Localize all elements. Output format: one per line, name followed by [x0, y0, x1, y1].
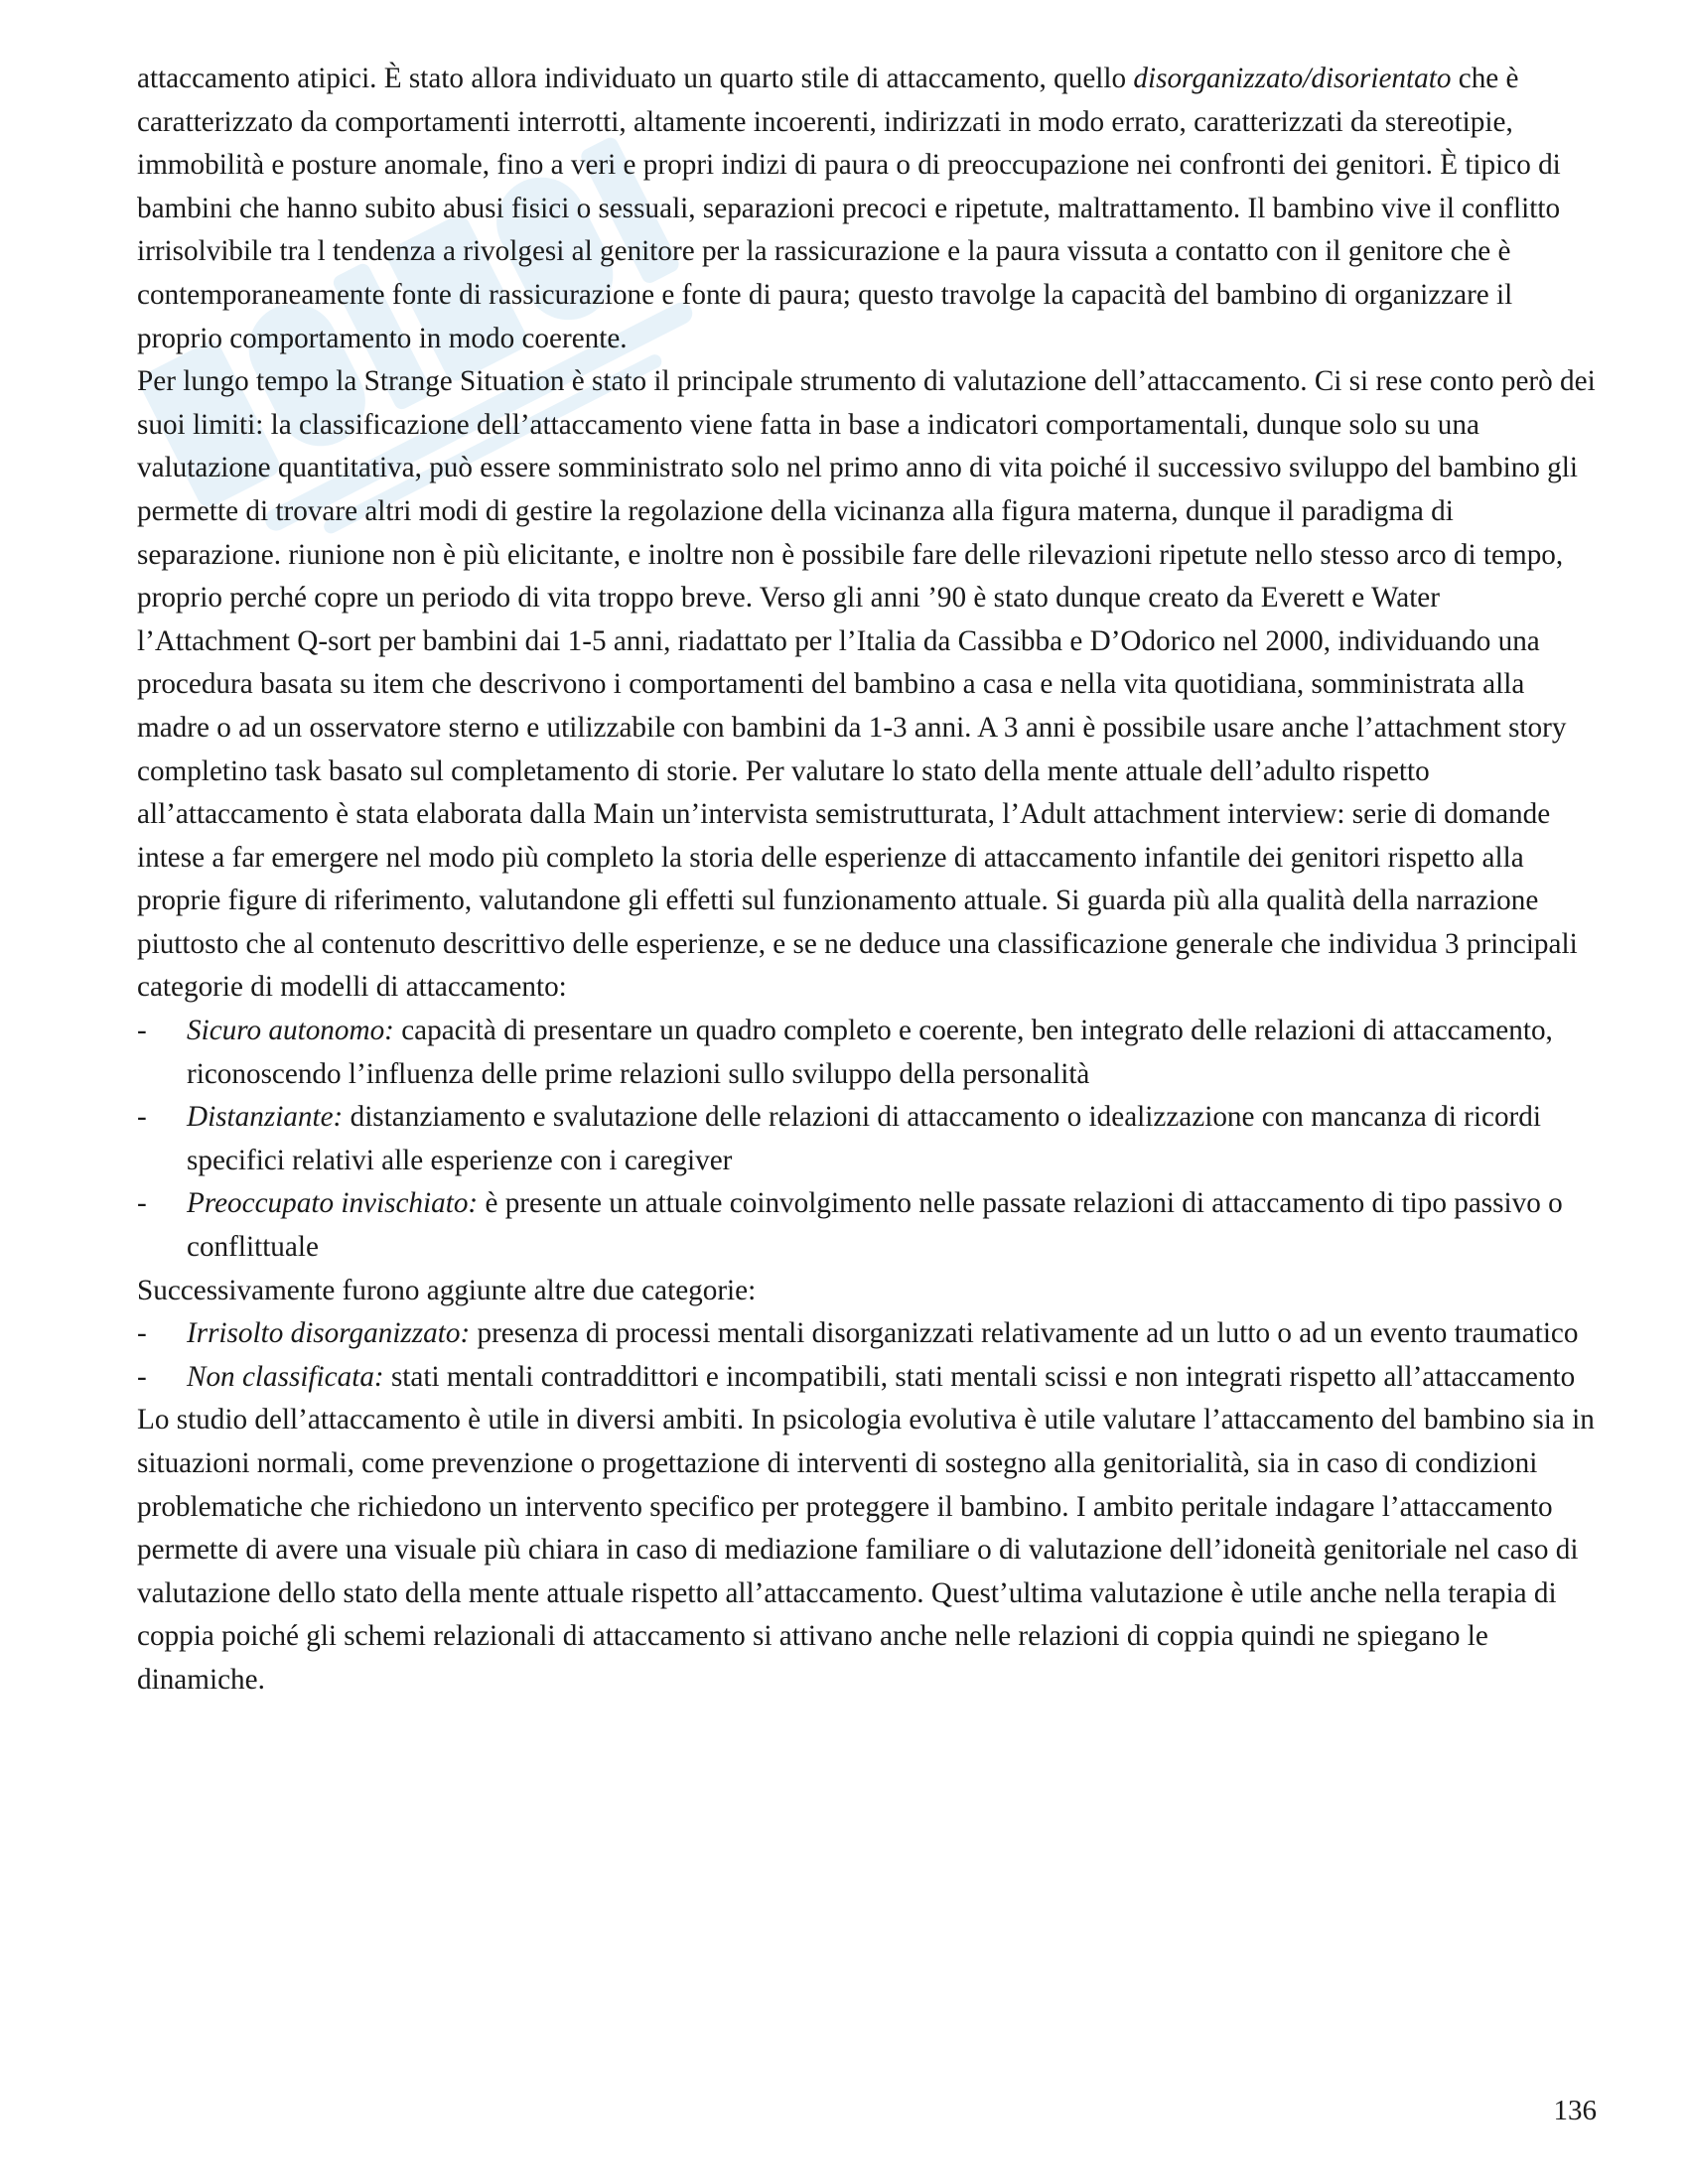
list-bullet: -: [137, 1317, 147, 1350]
category-term: Distanziante:: [187, 1101, 344, 1134]
page-number: 136: [1553, 2095, 1597, 2126]
list-item: [137, 1356, 1597, 1400]
paragraph: [137, 1399, 1597, 1702]
paragraph: [137, 1270, 1597, 1313]
text-run: attaccamento atipici. È stato allora individuato un quarto stile di attaccamento, quello: [137, 63, 1134, 94]
paragraph: [137, 58, 1597, 360]
list-item: [137, 1182, 1597, 1269]
document-body: [137, 58, 1597, 1703]
text-run: distanziamento e svalutazione delle relazioni di attaccamento o idealizzazione con mancanza di ricordi specifici relativi alle esperienze con i caregiver: [187, 1101, 1541, 1176]
list-bullet: -: [137, 1101, 147, 1134]
text-run: Successivamente furono aggiunte altre due categorie:: [137, 1274, 757, 1306]
text-run: che è caratterizzato da comportamenti interrotti, altamente incoerenti, indirizzati in modo errato, caratterizzati da stereotipie, immobilità e posture anomale, fino a veri e propri indizi di paura o di preoccupazione nei confronti dei genitori. È tipico di bambini che hanno subito abusi fisici o sessuali, separazioni precoci e ripetute, maltrattamento. Il bambino vive il conflitto irrisolvibile tra l tendenza a rivolgesi al genitore per la rassicurazione e la paura vissuta a contatto con il genitore che è contemporaneamente fonte di rassicurazione e fonte di paura; questo travolge la capacità del bambino di organizzare il proprio comportamento in modo coerente.: [137, 63, 1561, 354]
list-bullet: -: [137, 1360, 147, 1393]
category-term: Non classificata:: [187, 1360, 384, 1393]
list-item: [137, 1096, 1597, 1182]
text-run: Lo studio dell’attaccamento è utile in diversi ambiti. In psicologia evolutiva è utile valutare l’attaccamento del bambino sia in situazioni normali, come prevenzione o progettazione di interventi di sostegno alla genitorialità, sia in caso di condizioni problematiche che richiedono un intervento specifico per proteggere il bambino. I ambito peritale indagare l’attaccamento permette di avere una visuale più chiara in caso di mediazione familiare o di valutazione dell’idoneità genitoriale nel caso di valutazione dello stato della mente attuale rispetto all’attaccamento. Quest’ultima valutazione è utile anche nella terapia di coppia poiché gli schemi relazionali di attaccamento si attivano anche nelle relazioni di coppia quindi ne spiegano le dinamiche.: [137, 1404, 1595, 1696]
text-run: Per lungo tempo la Strange Situation è stato il principale strumento di valutazione dell’attaccamento. Ci si rese conto però dei suoi limiti: la classificazione dell’attaccamento viene fatta in base a indicatori comportamentali, dunque solo su una valutazione quantitativa, può essere somministrato solo nel primo anno di vita poiché il successivo sviluppo del bambino gli permette di trovare altri modi di gestire la regolazione della vicinanza alla figura materna, dunque il paradigma di separazione. riunione non è più elicitante, e inoltre non è possibile fare delle rilevazioni ripetute nello stesso arco di tempo, proprio perché copre un periodo di vita troppo breve. Verso gli anni ’90 è stato dunque creato da Everett e Water l’Attachment Q-sort per bambini dai 1-5 anni, riadattato per l’Italia da Cassibba e D’Odorico nel 2000, individuando una procedura basata su item che descrivono i comportamenti del bambino a casa e nella vita quotidiana, somministrata alla madre o ad un osservatore sterno e utilizzabile con bambini da 1-3 anni. A 3 anni è possibile usare anche l’attachment story completino task basato sul completamento di storie. Per valutare lo stato della mente attuale dell’adulto rispetto all’attaccamento è stata elaborata dalla Main un’intervista semistrutturata, l’Adult attachment interview: serie di domande intese a far emergere nel modo più completo la storia delle esperienze di attaccamento infantile dei genitori rispetto alla proprie figure di riferimento, valutandone gli effetti sul funzionamento attuale. Si guarda più alla qualità della narrazione piuttosto che al contenuto descrittivo delle esperienze, e se ne deduce una classificazione generale che individua 3 principali categorie di modelli di attaccamento:: [137, 365, 1596, 1004]
category-term: Sicuro autonomo:: [187, 1015, 394, 1047]
list-item: [137, 1312, 1597, 1356]
text-run: presenza di processi mentali disorganizzati relativamente ad un lutto o ad un evento traumatico: [470, 1317, 1579, 1350]
list-item: [137, 1010, 1597, 1096]
category-term: disorganizzato/disorientato: [1133, 63, 1452, 94]
category-term: Irrisolto disorganizzato:: [187, 1317, 471, 1350]
category-term: Preoccupato invischiato:: [187, 1187, 479, 1220]
text-run: capacità di presentare un quadro completo e coerente, ben integrato delle relazioni di attaccamento, riconoscendo l’influenza delle prime relazioni sullo sviluppo della personalità: [187, 1015, 1553, 1090]
text-run: è presente un attuale coinvolgimento nelle passate relazioni di attaccamento di tipo passivo o conflittuale: [187, 1187, 1563, 1264]
text-run: stati mentali contraddittori e incompatibili, stati mentali scissi e non integrati rispetto all’attaccamento: [383, 1360, 1576, 1393]
list-bullet: -: [137, 1187, 147, 1220]
paragraph: [137, 360, 1597, 1010]
list-bullet: -: [137, 1015, 147, 1047]
